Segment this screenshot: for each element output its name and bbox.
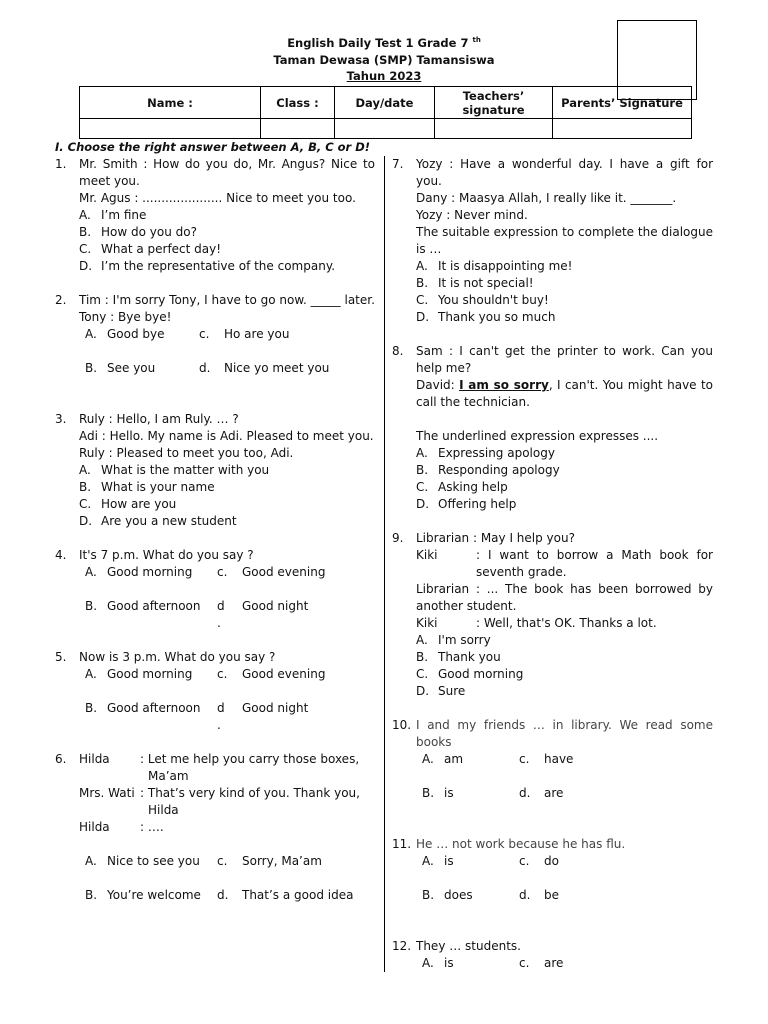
option-row xyxy=(79,887,375,904)
option-row xyxy=(416,785,713,802)
option-letter[interactable]: B. xyxy=(85,599,98,613)
question-8 xyxy=(392,343,713,513)
option[interactable]: A. It is disappointing me! xyxy=(416,259,573,273)
class-header: Class : xyxy=(261,87,335,119)
option-row xyxy=(79,326,375,343)
option-letter[interactable]: A. xyxy=(85,327,97,341)
option[interactable]: C. Asking help xyxy=(416,480,508,494)
option-letter[interactable]: A. xyxy=(422,752,434,766)
question-1 xyxy=(55,156,375,275)
option[interactable]: C. What a perfect day! xyxy=(79,242,222,256)
option-letter[interactable]: B. xyxy=(422,786,435,800)
option[interactable]: A. I'm sorry xyxy=(416,633,491,647)
teacher-sign-header: Teachers’ signature xyxy=(435,87,553,119)
option-text[interactable]: Good evening xyxy=(242,565,326,579)
question-text: It's 7 p.m. What do you say ? xyxy=(79,548,254,562)
option-text[interactable]: have xyxy=(544,752,574,766)
question-12 xyxy=(392,938,713,972)
day-cell[interactable] xyxy=(335,119,435,139)
question-text: Ruly : Hello, I am Ruly. … ? xyxy=(79,412,239,426)
question-2 xyxy=(55,292,375,377)
option-text[interactable]: be xyxy=(544,888,559,902)
left-column xyxy=(55,156,375,904)
option-row xyxy=(416,955,713,972)
option-letter[interactable]: c. xyxy=(217,854,228,868)
question-number: 4. xyxy=(55,548,67,562)
option-text[interactable]: See you xyxy=(107,361,156,375)
option-letter[interactable]: B. xyxy=(85,361,98,375)
question-4 xyxy=(55,547,375,632)
question-text: Dany : Maasya Allah, I really like it. _______. xyxy=(416,191,677,205)
option-text[interactable]: is xyxy=(444,854,454,868)
option-text[interactable]: Sorry, Ma’am xyxy=(242,854,322,868)
option-row xyxy=(416,751,713,768)
option-letter[interactable]: B. xyxy=(85,701,98,715)
option-row xyxy=(416,853,713,870)
option-letter[interactable]: A. xyxy=(422,854,434,868)
dialogue-line: Ma’am xyxy=(148,769,189,783)
option[interactable]: A. I’m fine xyxy=(79,208,147,222)
name-cell[interactable] xyxy=(80,119,261,139)
underlined-expression: I am so sorry xyxy=(459,378,549,392)
option-text[interactable]: is xyxy=(444,956,454,970)
column-divider xyxy=(384,156,385,972)
option[interactable]: D. Offering help xyxy=(416,497,517,511)
option-text[interactable]: are xyxy=(544,786,564,800)
option-letter[interactable]: A. xyxy=(85,667,97,681)
class-cell[interactable] xyxy=(261,119,335,139)
option-row xyxy=(79,564,375,581)
option-text[interactable]: Ho are you xyxy=(224,327,290,341)
question-text: Kiki : I want to borrow a Math book for seventh grade. xyxy=(416,548,713,579)
option-letter[interactable]: d xyxy=(217,701,225,715)
option[interactable]: D. Are you a new student xyxy=(79,514,237,528)
option[interactable]: A. Expressing apology xyxy=(416,446,555,460)
option-letter[interactable]: A. xyxy=(422,956,434,970)
option-letter[interactable]: d. xyxy=(199,361,211,375)
teacher-sign-cell[interactable] xyxy=(435,119,553,139)
question-5 xyxy=(55,649,375,734)
option-row xyxy=(79,360,375,377)
option[interactable]: D. Sure xyxy=(416,684,466,698)
option-text[interactable]: Good night xyxy=(242,701,309,715)
question-text: The underlined expression expresses .... xyxy=(416,429,659,443)
option-text[interactable]: Nice to see you xyxy=(107,854,200,868)
question-text: He … not work because he has flu. xyxy=(416,837,626,851)
identity-table xyxy=(79,86,692,139)
right-column xyxy=(392,156,713,972)
option-text[interactable]: am xyxy=(444,752,464,766)
question-number: 6. xyxy=(55,752,67,766)
name-header: Name : xyxy=(80,87,261,119)
question-text: I and my friends … in library. We read some books xyxy=(416,718,713,749)
option-row xyxy=(79,853,375,870)
stray-dot: . xyxy=(217,718,221,732)
dialogue-line: Hilda : …. xyxy=(79,820,164,834)
question-9 xyxy=(392,530,713,700)
option-letter[interactable]: d. xyxy=(217,888,229,902)
question-6 xyxy=(55,751,375,904)
test-title: English Daily Test 1 Grade 7 $^{th}$ xyxy=(287,36,481,50)
option[interactable]: B. Thank you xyxy=(416,650,501,664)
question-number: 3. xyxy=(55,412,67,426)
question-text: Adi : Hello. My name is Adi. Pleased to meet you. xyxy=(79,429,374,443)
question-text: The suitable expression to complete the dialogue is … xyxy=(416,225,713,256)
option-letter[interactable]: d. xyxy=(519,786,531,800)
option-row xyxy=(79,700,375,717)
question-text: Librarian : May I help you? xyxy=(416,531,575,545)
option-letter[interactable]: B. xyxy=(85,888,98,902)
question-text: Librarian : ... The book has been borrowed by another student. xyxy=(416,582,713,613)
option[interactable]: B. What is your name xyxy=(79,480,215,494)
option-letter[interactable]: c. xyxy=(217,565,228,579)
question-number: 8. xyxy=(392,344,404,358)
school-name: Taman Dewasa (SMP) Tamansiswa xyxy=(273,53,495,67)
year: Tahun 2023 xyxy=(346,69,422,83)
question-number: 2. xyxy=(55,293,67,307)
option-letter[interactable]: c. xyxy=(519,752,530,766)
option[interactable]: A. What is the matter with you xyxy=(79,463,270,477)
option-row xyxy=(79,598,375,615)
question-text: Tony : Bye bye! xyxy=(79,310,172,324)
option[interactable]: C. Good morning xyxy=(416,667,524,681)
option-text[interactable]: Good morning xyxy=(107,565,193,579)
option[interactable]: B. How do you do? xyxy=(79,225,197,239)
question-number: 11. xyxy=(392,837,412,851)
option-text[interactable]: Good afternoon xyxy=(107,701,201,715)
stray-dot: . xyxy=(217,616,221,630)
dialogue-line: Hilda : Let me help you carry those boxes, xyxy=(79,752,360,766)
parent-sign-header: Parents’ Signature xyxy=(553,87,692,119)
option-text[interactable]: is xyxy=(444,786,454,800)
question-number: 12. xyxy=(392,939,412,953)
question-text: David: I am so sorry, I can't. You might have to call the technician. xyxy=(416,378,713,409)
question-text: Mr. Agus : ..................... Nice to meet you too. xyxy=(79,191,356,205)
option-letter[interactable]: c. xyxy=(519,956,530,970)
option-text[interactable]: do xyxy=(544,854,559,868)
option[interactable]: C. You shouldn't buy! xyxy=(416,293,549,307)
question-text: Sam : I can't get the printer to work. Can you help me? xyxy=(416,344,713,375)
question-number: 9. xyxy=(392,531,404,545)
dialogue-line: Hilda xyxy=(148,803,179,817)
option-text[interactable]: Good afternoon xyxy=(107,599,201,613)
option-text[interactable]: Good morning xyxy=(107,667,193,681)
option-letter[interactable]: c. xyxy=(217,667,228,681)
question-11 xyxy=(392,836,713,904)
question-text: Yozy : Have a wonderful day. I have a gift for you. xyxy=(416,157,713,188)
question-text: Now is 3 p.m. What do you say ? xyxy=(79,650,276,664)
option-row xyxy=(416,887,713,904)
day-header: Day/date xyxy=(335,87,435,119)
question-number: 5. xyxy=(55,650,67,664)
option-text[interactable]: Good evening xyxy=(242,667,326,681)
option[interactable]: C. How are you xyxy=(79,497,177,511)
option-text[interactable]: Good bye xyxy=(107,327,165,341)
question-3 xyxy=(55,411,375,530)
question-10 xyxy=(392,717,713,802)
option-letter[interactable]: A. xyxy=(85,565,97,579)
option-text[interactable]: Nice yo meet you xyxy=(224,361,330,375)
option-row xyxy=(79,615,375,632)
option-letter[interactable]: d. xyxy=(519,888,531,902)
option-letter[interactable]: B. xyxy=(422,888,435,902)
option-letter[interactable]: d xyxy=(217,599,225,613)
dialogue-line: Mrs. Wati : That’s very kind of you. Thank you, xyxy=(79,786,360,800)
option[interactable]: B. It is not special! xyxy=(416,276,534,290)
option-text[interactable]: That’s a good idea xyxy=(242,888,354,902)
question-text: Ruly : Pleased to meet you too, Adi. xyxy=(79,446,294,460)
option[interactable]: D. Thank you so much xyxy=(416,310,556,324)
option-text[interactable]: Good night xyxy=(242,599,309,613)
question-number: 10. xyxy=(392,718,412,732)
question-number: 7. xyxy=(392,157,404,171)
option-text[interactable]: are xyxy=(544,956,564,970)
option-letter[interactable]: A. xyxy=(85,854,97,868)
section-instruction: I. Choose the right answer between A, B, C or D! xyxy=(55,140,371,154)
parent-sign-cell[interactable] xyxy=(553,119,692,139)
question-7 xyxy=(392,156,713,326)
option-text[interactable]: does xyxy=(444,888,473,902)
option-text[interactable]: You’re welcome xyxy=(107,888,201,902)
option-row xyxy=(79,717,375,734)
option-letter[interactable]: c. xyxy=(519,854,530,868)
option-row xyxy=(79,666,375,683)
option[interactable]: D. I’m the representative of the company. xyxy=(79,259,336,273)
option[interactable]: B. Responding apology xyxy=(416,463,560,477)
question-text: Mr. Smith : How do you do, Mr. Angus? Nice to meet you. xyxy=(79,157,375,188)
question-text: Kiki : Well, that's OK. Thanks a lot. xyxy=(416,616,657,630)
question-text: Tim : I'm sorry Tony, I have to go now. _____ later. xyxy=(79,293,375,307)
question-text: Yozy : Never mind. xyxy=(416,208,528,222)
question-number: 1. xyxy=(55,157,67,171)
option-letter[interactable]: c. xyxy=(199,327,210,341)
question-text: They … students. xyxy=(416,939,521,953)
